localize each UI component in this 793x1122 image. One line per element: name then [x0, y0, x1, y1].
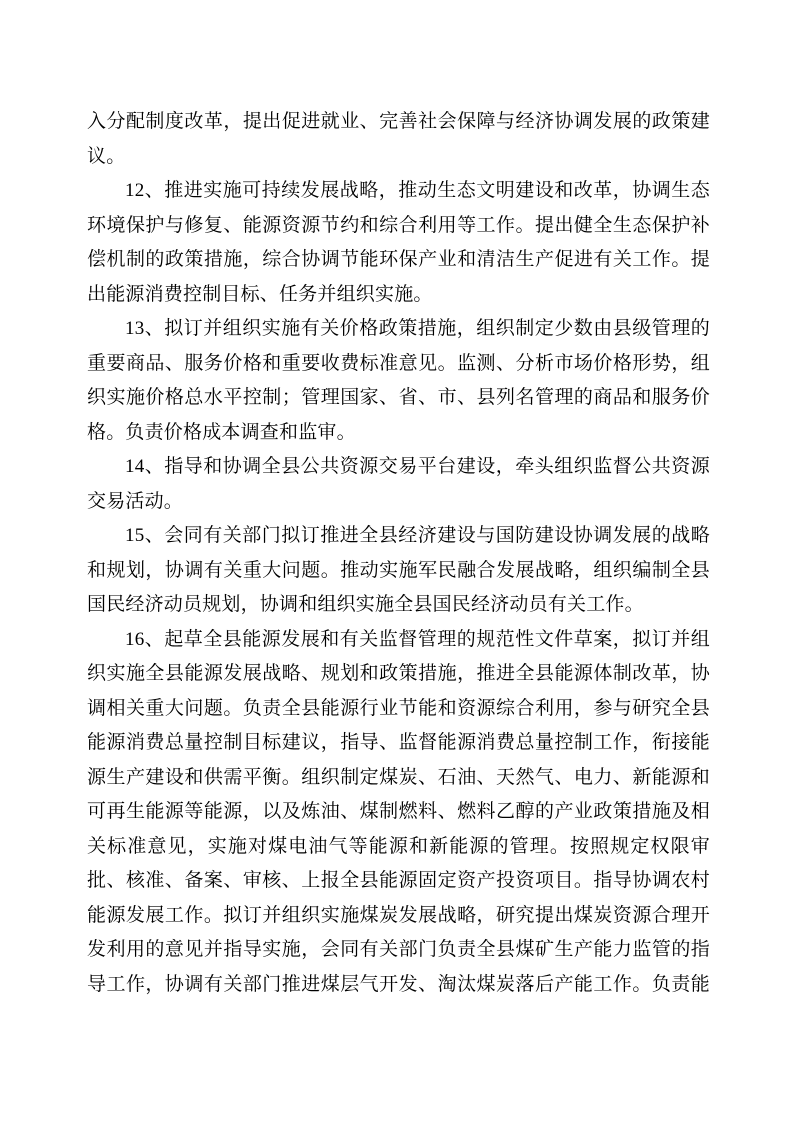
document-line: 14、指导和协调全县公共资源交易平台建设，牵头组织监督公共资源	[125, 456, 710, 477]
document-line: 12、推进实施可持续发展战略，推动生态文明建设和改革，协调生态	[125, 180, 710, 201]
document-line: 重要商品、服务价格和重要收费标准意见。监测、分析市场价格形势，组	[87, 352, 710, 374]
document-line: 能源发展工作。拟订并组织实施煤炭发展战略，研究提出煤炭资源合理开	[87, 904, 710, 926]
document-line: 16、起草全县能源发展和有关监督管理的规范性文件草案，拟订并组	[125, 628, 710, 650]
document-line: 能源消费总量控制目标建议，指导、监督能源消费总量控制工作，衔接能	[87, 732, 710, 753]
document-line: 15、会同有关部门拟订推进全县经济建设与国防建设协调发展的战略	[125, 525, 710, 546]
document-line: 织实施全县能源发展战略、规划和政策措施，推进全县能源体制改革，协	[87, 663, 710, 684]
document-line: 交易活动。	[87, 490, 184, 512]
document-line: 导工作，协调有关部门推进煤层气开发、淘汰煤炭落后产能工作。负责能	[87, 973, 710, 995]
document-line: 源生产建设和供需平衡。组织制定煤炭、石油、天然气、电力、新能源和	[87, 766, 710, 788]
document-line: 偿机制的政策措施，综合协调节能环保产业和清洁生产促进有关工作。提	[87, 249, 710, 270]
document-line: 国民经济动员规划，协调和组织实施全县国民经济动员有关工作。	[87, 594, 644, 615]
document-line: 调相关重大问题。负责全县能源行业节能和资源综合利用，参与研究全县	[87, 697, 710, 719]
document-line: 和规划，协调有关重大问题。推动实施军民融合发展战略，组织编制全县	[87, 559, 710, 581]
document-line: 批、核准、备案、审核、上报全县能源固定资产投资项目。指导协调农村	[87, 870, 710, 891]
document-line: 可再生能源等能源，以及炼油、煤制燃料、燃料乙醇的产业政策措施及相	[87, 801, 710, 822]
document-line: 发利用的意见并指导实施，会同有关部门负责全县煤矿生产能力监管的指	[87, 939, 710, 960]
document-line: 13、拟订并组织实施有关价格政策措施，组织制定少数由县级管理的	[125, 318, 710, 339]
document-line: 议。	[87, 145, 126, 167]
document-line: 入分配制度改革，提出促进就业、完善社会保障与经济协调发展的政策建	[87, 111, 710, 132]
document-line: 格。负责价格成本调查和监审。	[87, 421, 356, 443]
document-line: 织实施价格总水平控制；管理国家、省、市、县列名管理的商品和服务价	[87, 387, 710, 408]
document-line: 环境保护与修复、能源资源节约和综合利用等工作。提出健全生态保护补	[87, 214, 710, 236]
document-body	[87, 105, 710, 1002]
document-line: 关标准意见，实施对煤电油气等能源和新能源的管理。按照规定权限审	[87, 835, 710, 857]
document-line: 出能源消费控制目标、任务并组织实施。	[87, 283, 433, 305]
